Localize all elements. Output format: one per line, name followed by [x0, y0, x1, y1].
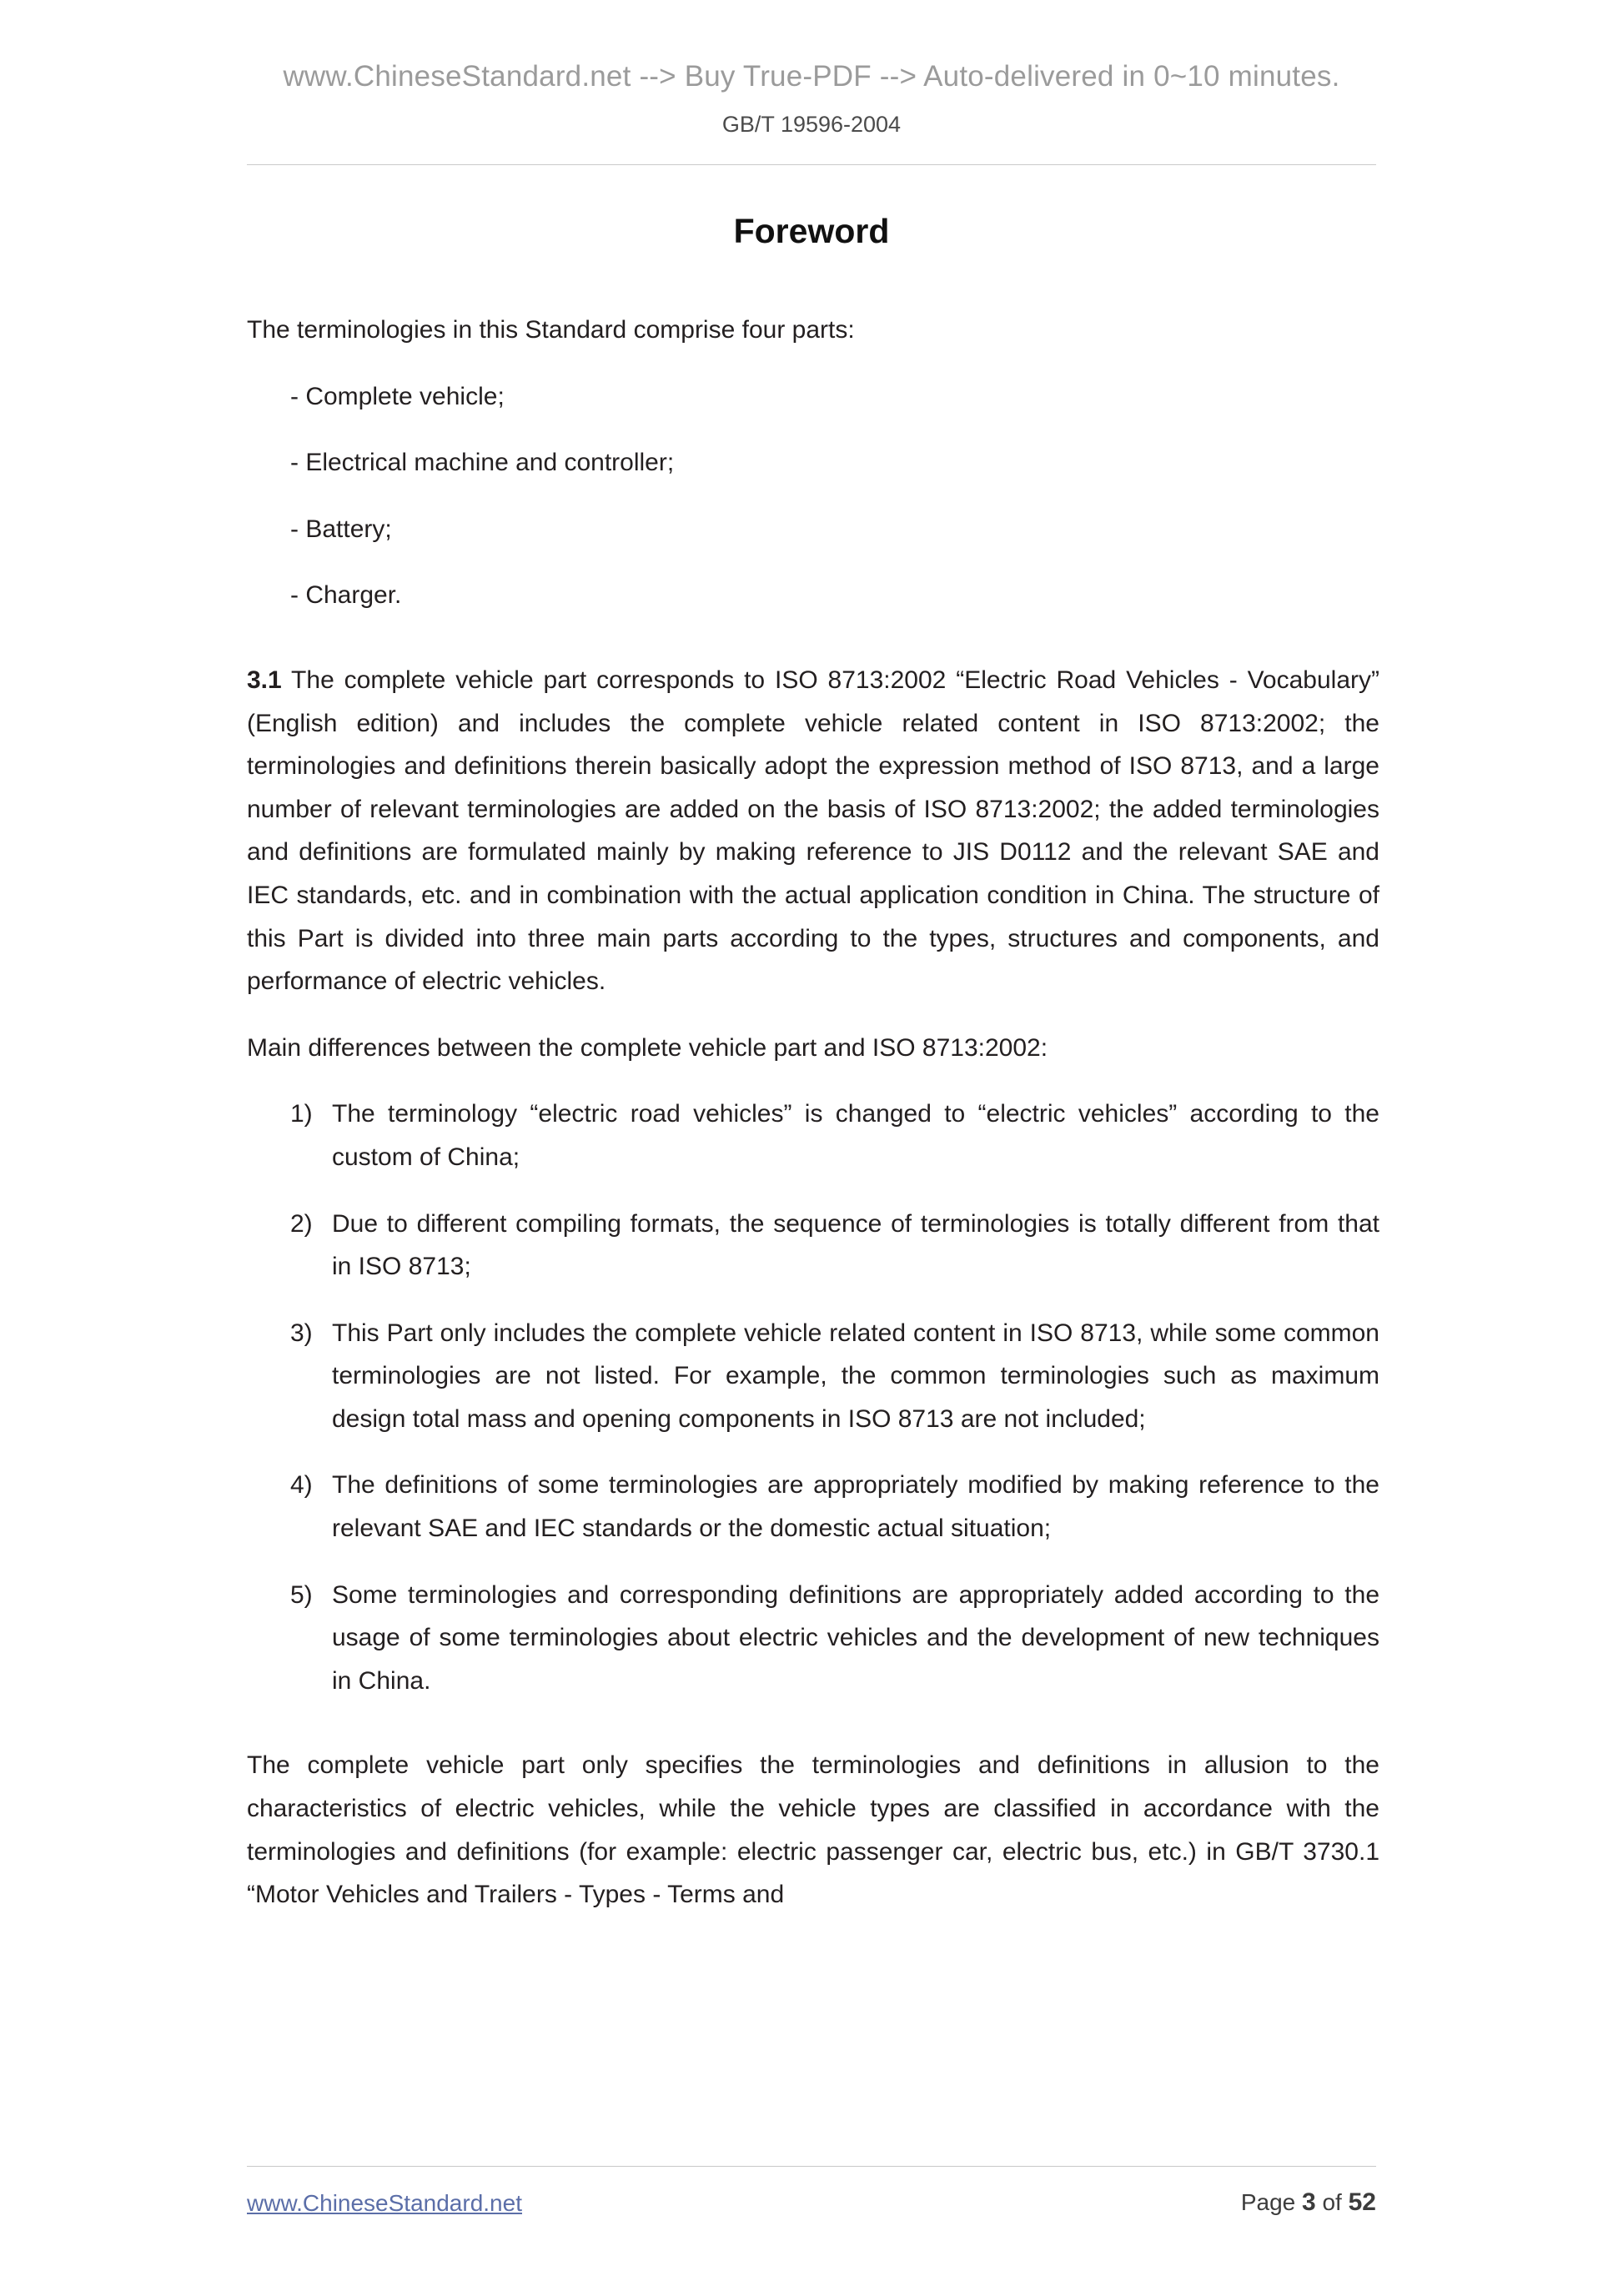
- standard-number: GB/T 19596-2004: [721, 112, 902, 137]
- part-item-battery: - Battery;: [290, 515, 392, 543]
- page-of: of: [1315, 2189, 1349, 2215]
- differences-lead: Main differences between the complete vehicle part and ISO 8713:2002:: [247, 1033, 1048, 1062]
- list-marker: 1): [290, 1100, 313, 1128]
- spacer: [247, 1726, 1379, 1744]
- clause-3-1-paragraph: [247, 659, 1379, 1003]
- document-body: [247, 309, 1379, 1940]
- list-marker: 5): [290, 1580, 313, 1609]
- footer-site-link[interactable]: www.ChineseStandard.net: [247, 2190, 522, 2216]
- list-text: This Part only includes the complete vehicle related content in ISO 8713, while some common terminologies are not listed. For example, the common terminologies such as maximum design total mass and opening components in ISO 8713 are not included;: [332, 1319, 1379, 1433]
- header-divider: [247, 164, 1376, 165]
- page-prefix: Page: [1240, 2189, 1303, 2215]
- spacer: [247, 641, 1379, 659]
- clause-number: 3.1: [247, 666, 282, 694]
- page-indicator: [1241, 2188, 1376, 2217]
- list-marker: 2): [290, 1209, 313, 1238]
- clause-body: The complete vehicle part corresponds to ISO 8713:2002 “Electric Road Vehicles - Vocabulary” (English edition) and includes the complete vehicle related content in ISO 8713:2002; the terminologies and definitions therein basically adopt the expression method of ISO 8713, and a large number of relevant terminologies are added on the basis of ISO 8713:2002; the added terminologies and definitions are formulated mainly by making reference to JIS D0112 and the relevant SAE and IEC standards, etc. and in combination with the actual application condition in China. The structure of this Part is divided into three main parts according to the types, structures and components, and performance of electric vehicles.: [247, 666, 1379, 996]
- part-item-electrical-machine: - Electrical machine and controller;: [290, 449, 675, 477]
- list-marker: 4): [290, 1471, 313, 1500]
- list-text: The terminology “electric road vehicles” is changed to “electric vehicles” according to the custom of China;: [332, 1100, 1379, 1171]
- list-item: [290, 1312, 1379, 1441]
- part-item-complete-vehicle: - Complete vehicle;: [290, 382, 505, 410]
- list-text: The definitions of some terminologies are appropriately modified by making reference to the relevant SAE and IEC standards or the domestic actual situation;: [332, 1471, 1379, 1543]
- list-item: [290, 1464, 1379, 1550]
- list-marker: 3): [290, 1319, 313, 1347]
- page-title: Foreword: [733, 212, 890, 250]
- intro-paragraph: The terminologies in this Standard comprise four parts:: [247, 316, 855, 344]
- list-item: [290, 1093, 1379, 1178]
- list-text: Due to different compiling formats, the sequence of terminologies is totally different from that in ISO 8713;: [332, 1209, 1379, 1281]
- list-item: [290, 1574, 1379, 1703]
- page-total: 52: [1348, 2188, 1376, 2216]
- list-text: Some terminologies and corresponding definitions are appropriately added according to the usage of some terminologies about electric vehicles and the development of new techniques in China.: [332, 1580, 1379, 1695]
- list-item: [290, 1203, 1379, 1289]
- part-item-charger: - Charger.: [290, 581, 402, 610]
- closing-paragraph: The complete vehicle part only specifies the terminologies and definitions in allusion to the characteristics of electric vehicles, while the vehicle types are classified in accordance with the terminologies and definitions (for example: electric passenger car, electric bus, etc.) in GB/T 3730.1 “Motor Vehicles and Trailers - Types - Terms and: [247, 1751, 1379, 1909]
- promo-banner: www.ChineseStandard.net --> Buy True-PDF --> Auto-delivered in 0~10 minutes.: [283, 60, 1340, 93]
- page-number: 3: [1302, 2188, 1316, 2216]
- footer-divider: [247, 2166, 1376, 2167]
- differences-list: [247, 1093, 1379, 1702]
